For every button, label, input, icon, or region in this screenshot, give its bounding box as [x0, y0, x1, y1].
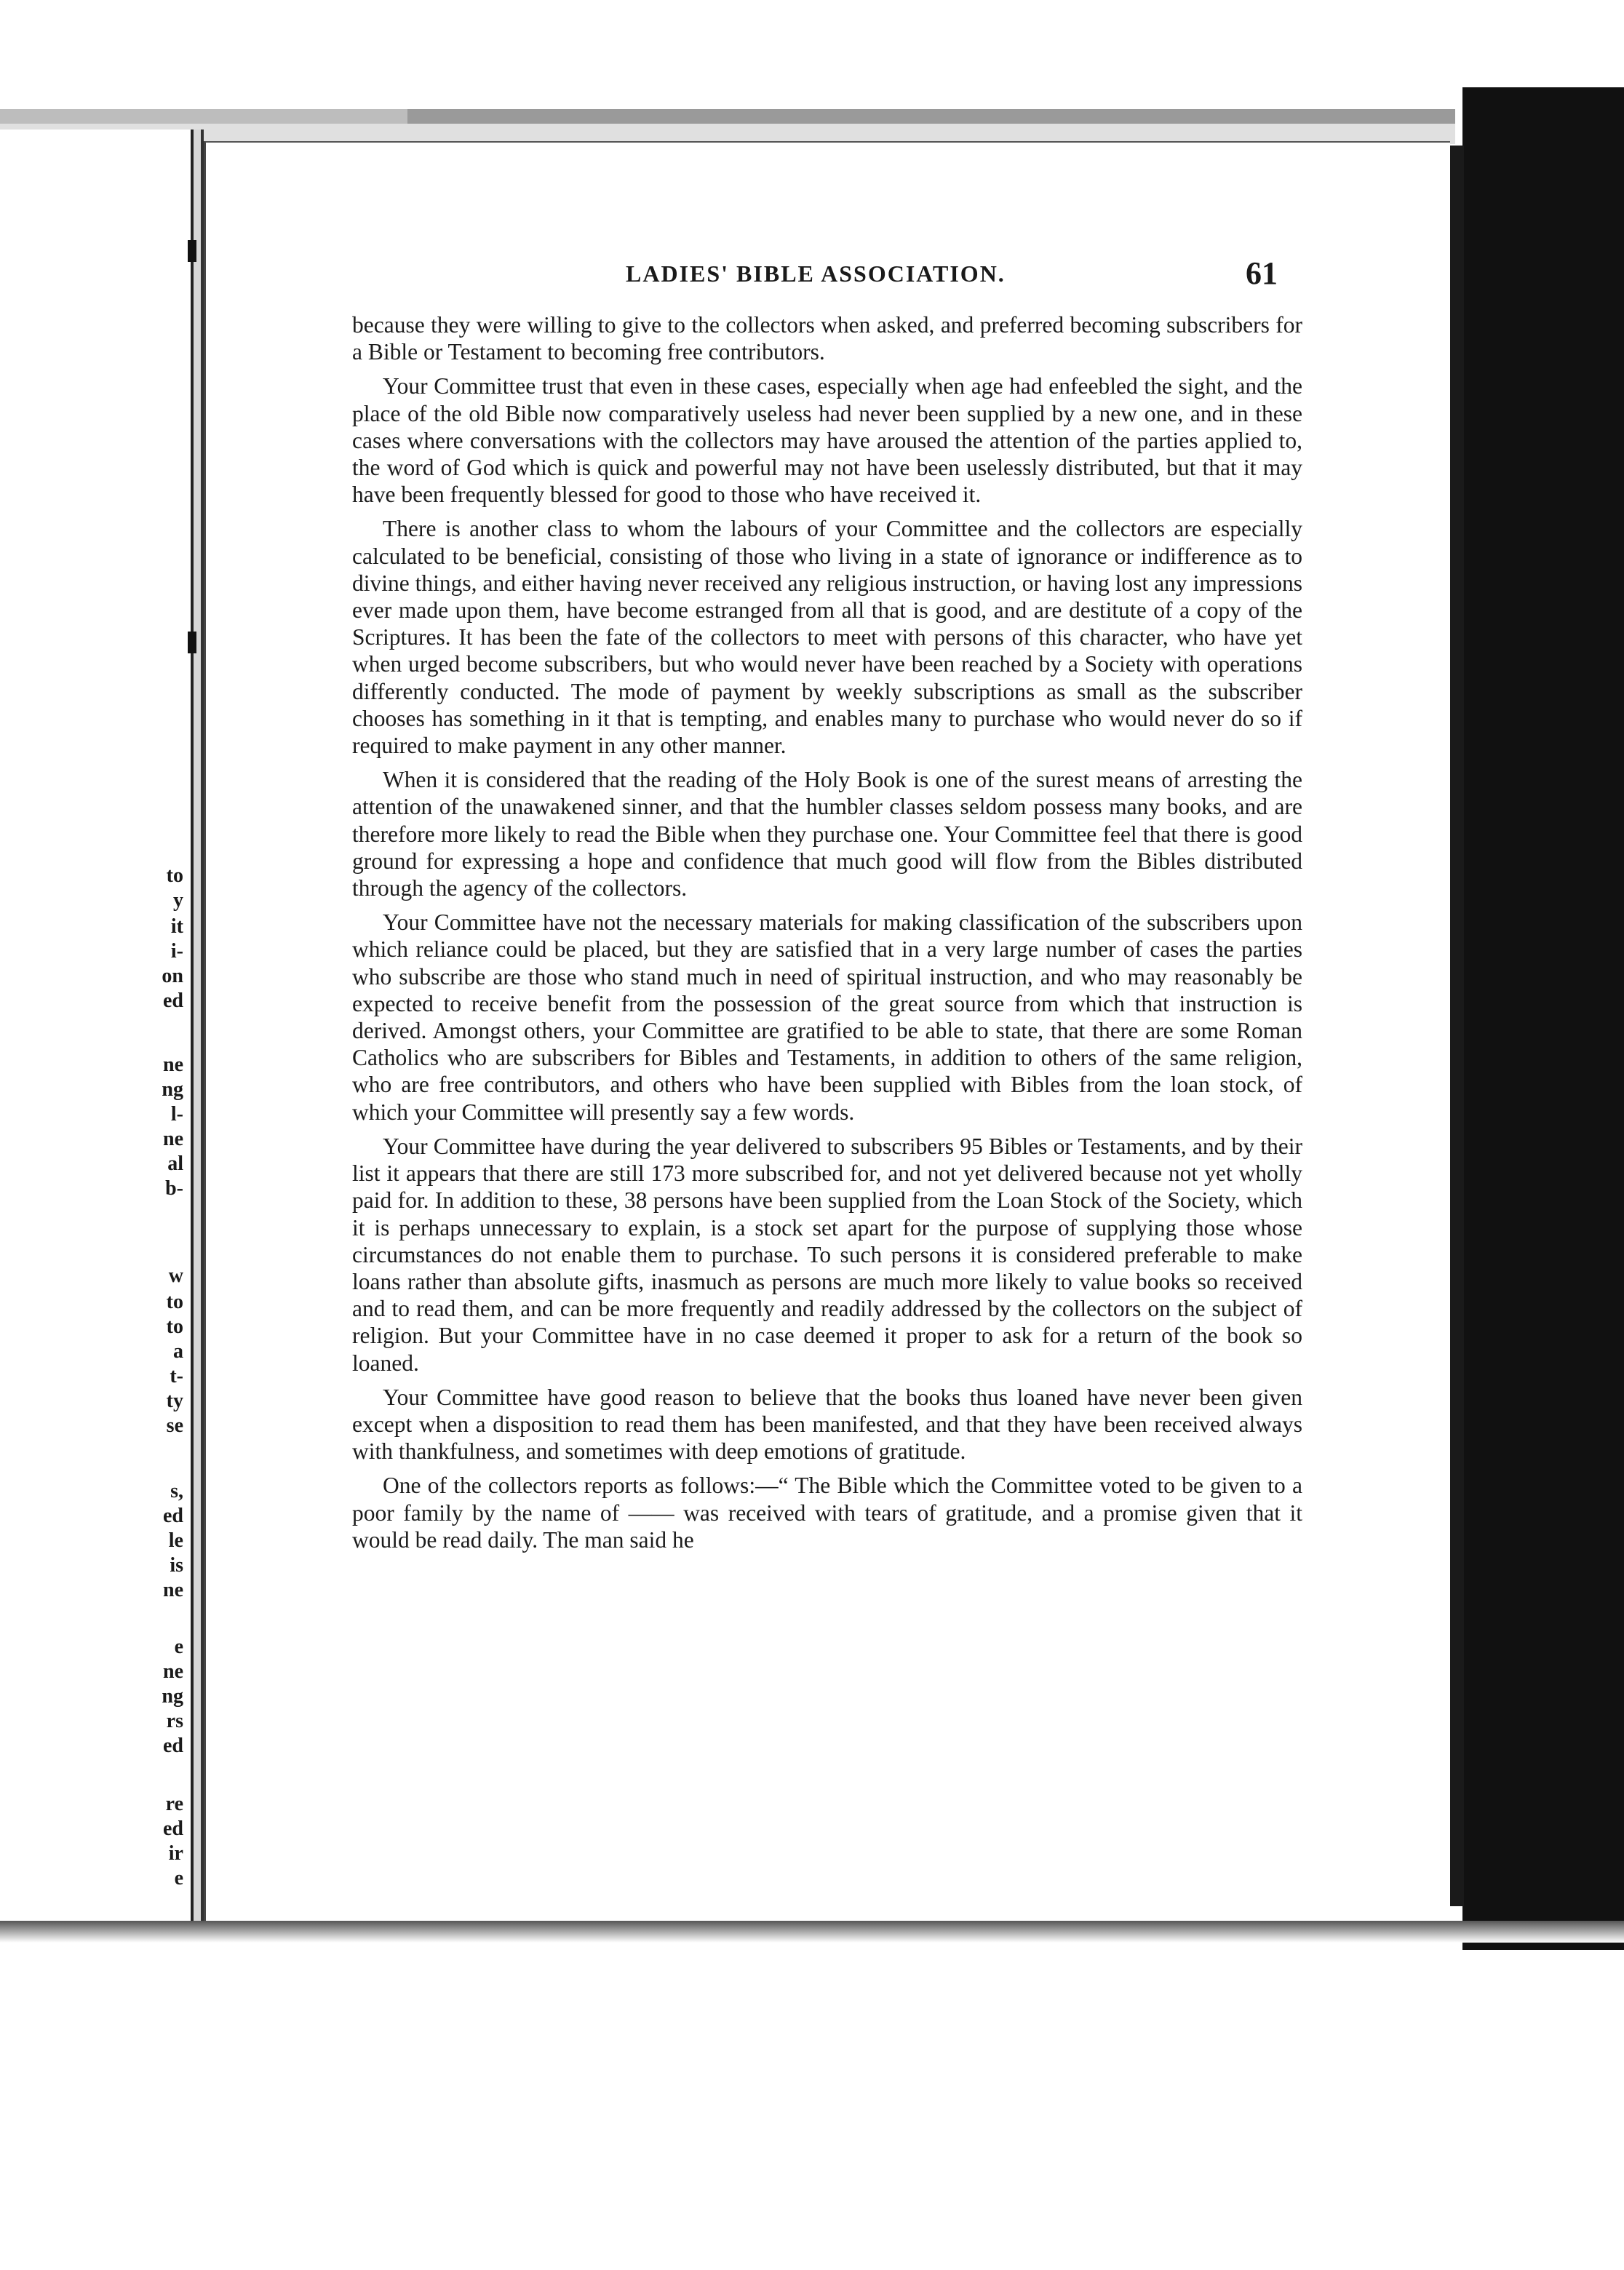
page-number: 61 [1246, 255, 1278, 291]
spine-mark [188, 240, 196, 262]
scanner-background [1462, 87, 1624, 1950]
paragraph: One of the collectors reports as follows:—“ The Bible which the Committee voted to be given to a poor family by the name of —— was received with tears of gratitude, and a promise given that it would be read daily. The man said he [352, 1473, 1302, 1553]
paragraph: Your Committee trust that even in these cases, especially when age had enfeebled the sight, and the place of the old Bible now comparatively useless had never been supplied by a new one, and in these cases where conversations with the collectors may have aroused the attention of the parties applied to, the word of God which is quick and powerful may not have been uselessly distributed, but that it may have been frequently blessed for good to those who have received it. [352, 373, 1302, 508]
page-body [352, 311, 1302, 1561]
paragraph: Your Committee have during the year delivered to subscribers 95 Bibles or Testaments, and by their list it appears that there are still 173 more subscribed for, and not yet delivered because not yet wholly paid for. In addition to these, 38 persons have been supplied from the Loan Stock of the Society, which it is perhaps unnecessary to explain, is a stock set apart for the purpose of supplying those whose circumstances do not enable them to purchase. To such persons it is considered preferable to make loans rather than absolute gifts, inasmuch as persons are much more likely to value books so received and to read them, and can be more frequently and readily addressed by the collectors on the subject of religion. But your Committee have in no case deemed it proper to ask for a return of the book so loaned. [352, 1133, 1302, 1376]
page-bottom-shadow [0, 1921, 1624, 1943]
spine-mark [188, 632, 196, 653]
page-edge-shadow [1448, 146, 1464, 1906]
paragraph: because they were willing to give to the collectors when asked, and preferred becoming subscribers for a Bible or Testament to becoming free contributors. [352, 312, 1302, 365]
running-head: LADIES' BIBLE ASSOCIATION. [626, 260, 1006, 287]
paragraph: Your Committee have not the necessary materials for making classification of the subscribers upon which reliance could be placed, but they are satisfied that in a very large number of cases the parties who subscribe are those who stand much in need of spiritual instruction, and who may reasonably be expected to receive benefit from the possession of the great source from which that instruction is derived. Amongst others, your Committee are gratified to be able to state, that there are some Roman Catholics who are subscribers for Bibles and Testaments, in addition to others of the same religion, who are free contributors, and others who have been supplied with Bibles from the loan stock, of which your Committee will presently say a few words. [352, 909, 1302, 1125]
book-spine [194, 130, 201, 1927]
paragraph: Your Committee have good reason to believe that the books thus loaned have never been given except when a disposition to read them has been manifested, and that they have been received always with thankfulness, and sometimes with deep emotions of gratitude. [352, 1384, 1302, 1465]
paragraph: When it is considered that the reading of the Holy Book is one of the surest means of arresting the attention of the unawakened sinner, and that the humbler classes seldom possess many books, and are therefore more likely to read the Bible when they purchase one. Your Committee feel that there is good ground for expressing a hope and confidence that much good will flow from the Bibles distributed through the agency of the collectors. [352, 767, 1302, 901]
facing-page [0, 130, 194, 1927]
paragraph: There is another class to whom the labours of your Committee and the collectors are especially calculated to be beneficial, consisting of those who living in a state of ignorance or indifference as to divine things, and either having never received any religious instruction, or having lost any impressions ever made upon them, have become estranged from all that is good, and are destitute of a copy of the Scriptures. It has been the fate of the collectors to meet with persons of this character, who have yet when urged become subscribers, but who would never have been reached by a Society with operations differently conducted. The mode of payment by weekly subscriptions as small as the subscriber chooses has something in it that is tempting, and enables many to purchase who would never do so if required to make payment in any other manner. [352, 516, 1302, 759]
